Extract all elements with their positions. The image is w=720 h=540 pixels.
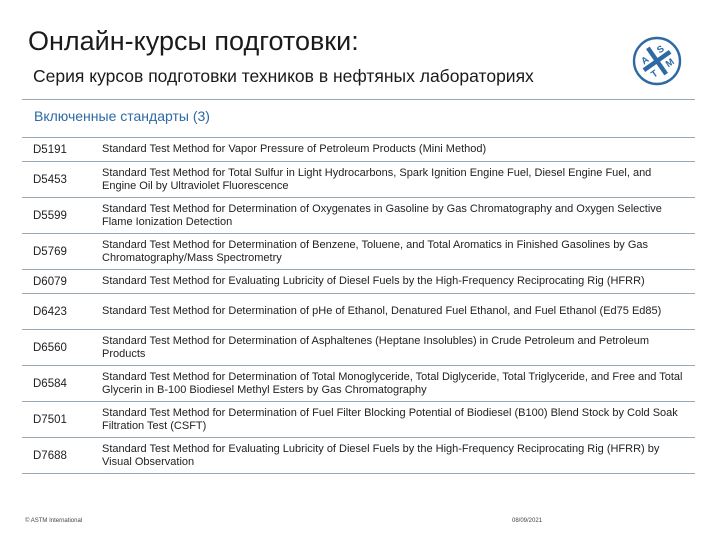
page-subtitle: Серия курсов подготовки техников в нефтяных лабораториях — [33, 66, 534, 86]
table-row — [22, 366, 695, 402]
standard-description: Standard Test Method for Determination of Oxygenates in Gasoline by Gas Chromatography and Oxygen Selective Flame Ionization Detection — [102, 202, 662, 228]
standard-code: D6560 — [33, 341, 67, 354]
footer-date: 08/09/2021 — [512, 518, 543, 524]
svg-text:A: A — [639, 54, 652, 68]
standard-code: D5191 — [33, 143, 67, 156]
standard-description: Standard Test Method for Determination of Fuel Filter Blocking Potential of Biodiesel (B100) Blend Stock by Cold Soak Filtration Test (CSFT) — [102, 406, 678, 432]
page-title: Онлайн-курсы подготовки: — [28, 26, 359, 56]
standard-description: Standard Test Method for Determination of Asphaltenes (Heptane Insolubles) in Crude Petroleum and Petroleum Products — [102, 334, 650, 360]
svg-text:M: M — [663, 56, 677, 71]
standards-table — [22, 138, 695, 474]
table-row — [22, 438, 695, 474]
standard-description: Standard Test Method for Evaluating Lubricity of Diesel Fuels by the High-Frequency Reciprocating Rig (HFRR) by Visual Observation — [102, 442, 660, 468]
standard-code: D6079 — [33, 275, 67, 288]
table-row — [22, 270, 695, 294]
standard-code: D7688 — [33, 449, 67, 462]
section-title: Включенные стандарты (3) — [34, 108, 210, 124]
table-row — [22, 234, 695, 270]
standard-description: Standard Test Method for Evaluating Lubricity of Diesel Fuels by the High-Frequency Reciprocating Rig (HFRR) — [102, 275, 645, 287]
standard-code: D6423 — [33, 305, 67, 318]
standard-code: D5453 — [33, 173, 67, 186]
table-row — [22, 330, 695, 366]
table-row — [22, 198, 695, 234]
standard-description: Standard Test Method for Determination of pHe of Ethanol, Denatured Fuel Ethanol, and Fuel Ethanol (Ed75 Ed85) — [102, 305, 662, 317]
footer-copyright: © ASTM International — [25, 518, 83, 524]
svg-text:S: S — [655, 43, 667, 57]
astm-logo-icon — [632, 36, 682, 86]
standard-code: D7501 — [33, 413, 67, 426]
standard-code: D5599 — [33, 209, 67, 222]
standard-description: Standard Test Method for Determination of Benzene, Toluene, and Total Aromatics in Finished Gasolines by Gas Chromatography/Mass Spectrometry — [102, 238, 649, 264]
standard-code: D5769 — [33, 245, 67, 258]
table-row — [22, 138, 695, 162]
table-row — [22, 294, 695, 330]
standard-description: Standard Test Method for Total Sulfur in Light Hydrocarbons, Spark Ignition Engine Fuel, Diesel Engine Fuel, and Engine Oil by Ultraviolet Fluorescence — [102, 166, 652, 192]
standard-code: D6584 — [33, 377, 67, 390]
svg-text:T: T — [649, 68, 661, 81]
table-row — [22, 402, 695, 438]
header-divider — [22, 99, 695, 100]
table-row — [22, 162, 695, 198]
standard-description: Standard Test Method for Determination of Total Monoglyceride, Total Diglyceride, Total Triglyceride, and Free and Total Glycerin in B-100 Biodiesel Methyl Esters by Gas Chromatography — [102, 370, 683, 396]
standard-description: Standard Test Method for Vapor Pressure of Petroleum Products (Mini Method) — [102, 143, 487, 155]
